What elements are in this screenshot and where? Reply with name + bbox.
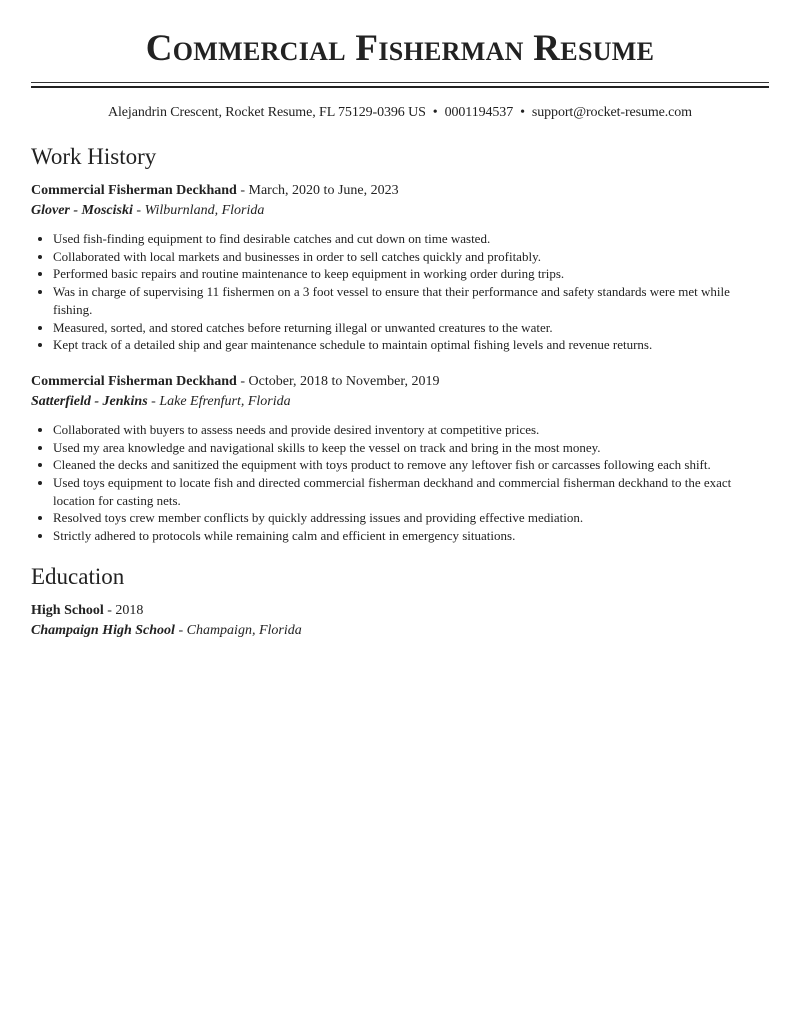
education-degree: High School <box>31 602 104 618</box>
contact-line <box>31 105 769 121</box>
job-title: Commercial Fisherman Deckhand <box>31 373 237 389</box>
contact-phone: 0001194537 <box>444 105 514 120</box>
job-bullet: • Collaborated with buyers to assess needs and provide desired inventory at competitive prices. <box>53 421 769 439</box>
job-company: Satterfield - Jenkins <box>31 393 148 409</box>
job-bullet: • Cleaned the decks and sanitized the equipment with toys product to remove any leftover fish or carcasses following each shift. <box>53 456 769 474</box>
job-dates: March, 2020 to June, 2023 <box>248 183 399 198</box>
job-bullets <box>31 230 769 354</box>
education-school: Champaign High School <box>31 622 175 638</box>
job-company-line: Satterfield - Jenkins - Lake Efrenfurt, Florida <box>31 393 291 409</box>
job-bullet: • Used toys equipment to locate fish and directed commercial fisherman deckhand and commercial fisherman deckhand to the exact location for casting nets. <box>53 474 769 509</box>
job-bullet: • Used my area knowledge and navigational skills to keep the vessel on track and bring in the most money. <box>53 439 769 457</box>
resume-title: Commercial Fisherman Resume <box>145 28 655 69</box>
education-school-line: Champaign High School - Champaign, Florida <box>31 622 302 638</box>
work-history-heading: Work History <box>31 144 157 169</box>
job-entry <box>31 372 769 545</box>
job-company: Glover - Mosciski <box>31 203 133 218</box>
divider-thick <box>31 86 769 88</box>
job-title: Commercial Fisherman Deckhand <box>31 183 237 198</box>
divider-thin <box>31 82 769 83</box>
education-year: 2018 <box>115 602 144 618</box>
job-bullet: • Kept track of a detailed ship and gear maintenance schedule to maintain optimal fishing levels and revenue returns. <box>53 336 769 354</box>
separator: • <box>432 105 438 120</box>
job-title-line: Commercial Fisherman Deckhand - March, 2020 to June, 2023 <box>31 183 399 198</box>
job-bullet: • Used fish-finding equipment to find desirable catches and cut down on time wasted. <box>53 230 769 248</box>
job-bullet: • Collaborated with local markets and businesses in order to sell catches quickly and profitably. <box>53 248 769 266</box>
job-location: Wilburnland, Florida <box>144 203 265 218</box>
job-bullet: • Was in charge of supervising 11 fishermen on a 3 foot vessel to ensure that their performance and safety standards were met while fishing. <box>53 283 769 318</box>
job-list <box>31 181 769 545</box>
education-degree-line: High School - 2018 <box>31 602 144 618</box>
job-bullet: • Resolved toys crew member conflicts by quickly addressing issues and providing effective mediation. <box>53 509 769 527</box>
separator: • <box>520 105 525 120</box>
job-bullet: • Measured, sorted, and stored catches before returning illegal or unwanted creatures to the water. <box>53 319 769 337</box>
contact-address: Alejandrin Crescent, Rocket Resume, FL 75129-0396 US <box>108 105 426 120</box>
job-bullet: • Performed basic repairs and routine maintenance to keep equipment in working order during trips. <box>53 265 769 283</box>
job-bullet: • Strictly adhered to protocols while remaining calm and efficient in emergency situations. <box>53 527 769 545</box>
education-heading: Education <box>31 563 125 589</box>
contact-email: support@rocket-resume.com <box>531 105 692 120</box>
education-location: Champaign, Florida <box>186 622 302 638</box>
job-dates: October, 2018 to November, 2019 <box>248 373 440 389</box>
job-company-line: Glover - Mosciski - Wilburnland, Florida <box>31 203 265 218</box>
job-location: Lake Efrenfurt, Florida <box>159 393 291 409</box>
job-entry <box>31 181 769 354</box>
job-title-line: Commercial Fisherman Deckhand - October, 2018 to November, 2019 <box>31 373 440 389</box>
job-bullets <box>31 421 769 545</box>
